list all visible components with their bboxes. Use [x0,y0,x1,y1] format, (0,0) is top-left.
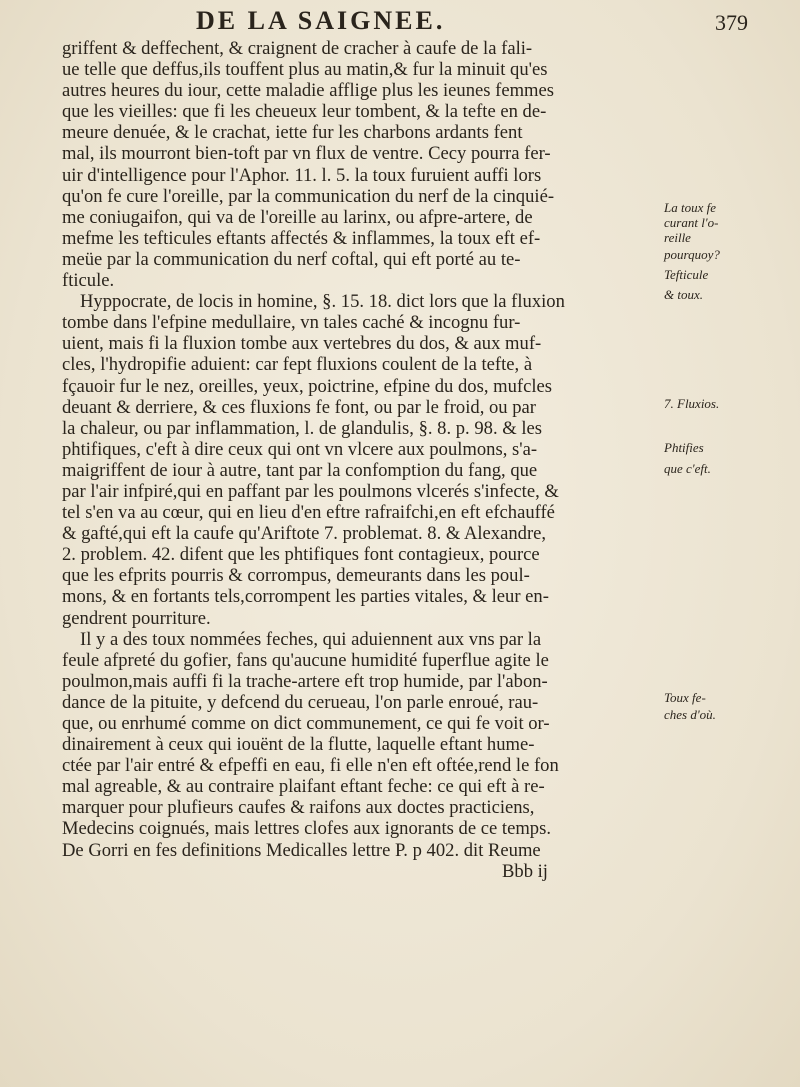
text-line: autres heures du iour, cette maladie afflige plus les ieunes femmes [62,80,554,102]
text-line: uir d'intelligence pour l'Aphor. 11. l. 5. la toux furuient auffi lors [62,164,542,186]
text-line: griffent & deffechent, & craignent de cracher à caufe de la fali- [62,38,533,59]
text-line: & gafté,qui eft la caufe qu'Ariftote 7. problemat. 8. & Alexandre, [62,523,547,545]
text-line: mal agreable, & au contraire plaifant eftant feche: ce qui eft à re- [62,776,545,798]
text-line: mons, & en fortants tels,corrompent les parties vitales, & leur en- [62,586,549,608]
margin-note: Tefticule [664,267,709,282]
text-line: poulmon,mais auffi fi la trache-artere eft trop humide, par l'abon- [62,670,548,692]
text-line: phtifiques, c'eft à dire ceux qui ont vn vlcere aux poulmons, s'a- [62,438,538,460]
text-line: qu'on fe cure l'oreille, par la communication du nerf de la cinquié- [62,185,555,207]
text-line: marquer pour plufieurs caufes & raifons aux doctes practiciens, [62,797,535,819]
text-line: tombe dans l'efpine medullaire, vn tales caché & incognu fur- [62,312,521,334]
text-line: Il y a des toux nommées feches, qui aduiennent aux vns par la [80,628,542,650]
signature-mark: Bbb ij [502,860,548,882]
text-line: dinairement à ceux qui iouënt de la flutte, laquelle eftant hume- [62,734,535,756]
text-line: Medecins coignués, mais lettres clofes aux ignorants de ce temps. [62,818,551,840]
text-line: me coniugaifon, qui va de l'oreille au larinx, ou afpre-artere, de [62,206,533,228]
text-line: ctée par l'air entré & efpeffi en eau, fi elle n'en eft oftée,rend le fon [62,755,559,777]
text-line: par l'air infpiré,qui en paffant par les poulmons vlcerés s'infecte, & [62,480,559,502]
margin-note: que c'eft. [664,461,711,476]
margin-note: & toux. [664,287,703,302]
text-line: ue telle que deffus,ils touffent plus au matin,& fur la minuit qu'es [62,59,548,81]
text-line: dance de la pituite, y defcend du cerueau, l'on parle enroué, rau- [62,691,539,713]
margin-note: Toux fe- [664,690,706,705]
text-line: mal, ils mourront bien-toft par vn flux de ventre. Cecy pourra fer- [62,143,551,165]
text-line: fticule. [62,270,115,292]
page-header [150,6,770,38]
text-line: gendrent pourriture. [62,607,211,629]
text-line: feule afpreté du gofier, fans qu'aucune humidité fuperflue agite le [62,649,549,671]
page-number: 379 [715,10,748,35]
margin-note: La toux fe [664,200,716,215]
margin-note: 7. Fluxios. [664,396,720,411]
margin-note: ches d'où. [664,707,716,722]
text-line: meure denuée, & le crachat, iette fur les charbons ardants fent [62,122,523,144]
text-line: De Gorri en fes definitions Medicalles lettre P. p 402. dit Reume [62,839,541,861]
text-line: que, ou enrhumé comme on dict communement, ce qui fe voit or- [62,713,550,734]
text-line: cles, l'hydropifie aduient: car fept fluxions coulent de la tefte, à [62,354,533,376]
text-line: uient, mais fi la fluxion tombe aux vertebres du dos, & aux muf- [62,333,542,355]
text-line: maigriffent de iour à autre, tant par la confomption du fang, que [62,459,538,481]
margin-note: curant l'o- [664,215,719,230]
margin-note: reille [664,230,691,245]
text-line: mefme les tefticules eftants affectés & inflammes, la toux eft ef- [62,227,541,249]
text-line: tel s'en va au cœur, qui en lieu d'en eftre rafraifchi,en eft efchauffé [62,502,555,524]
running-head: DE LA SAIGNEE. [196,6,446,35]
text-line: fçauoir fur le nez, oreilles, yeux, poictrine, efpine du dos, mufcles [62,375,552,397]
margin-note: pourquoy? [664,247,720,262]
margin-note: Phtifies [664,440,704,455]
text-line: Hyppocrate, de locis in homine, §. 15. 18. dict lors que la fluxion [80,291,565,313]
text-line: que les efprits pourris & corrompus, demeurants dans les poul- [62,565,530,587]
text-line: 2. problem. 42. difent que les phtifiques font contagieux, pource [62,544,540,566]
text-line: la chaleur, ou par inflammation, l. de glandulis, §. 8. p. 98. & les [62,417,543,439]
body-text [62,38,662,882]
text-line: que les vieilles: que fi les cheueux leur tombent, & la tefte en de- [62,101,547,123]
text-line: meüe par la communication du nerf coftal, qui eft porté au te- [62,248,521,270]
text-line: deuant & derriere, & ces fluxions fe font, ou par le froid, ou par [62,396,536,418]
